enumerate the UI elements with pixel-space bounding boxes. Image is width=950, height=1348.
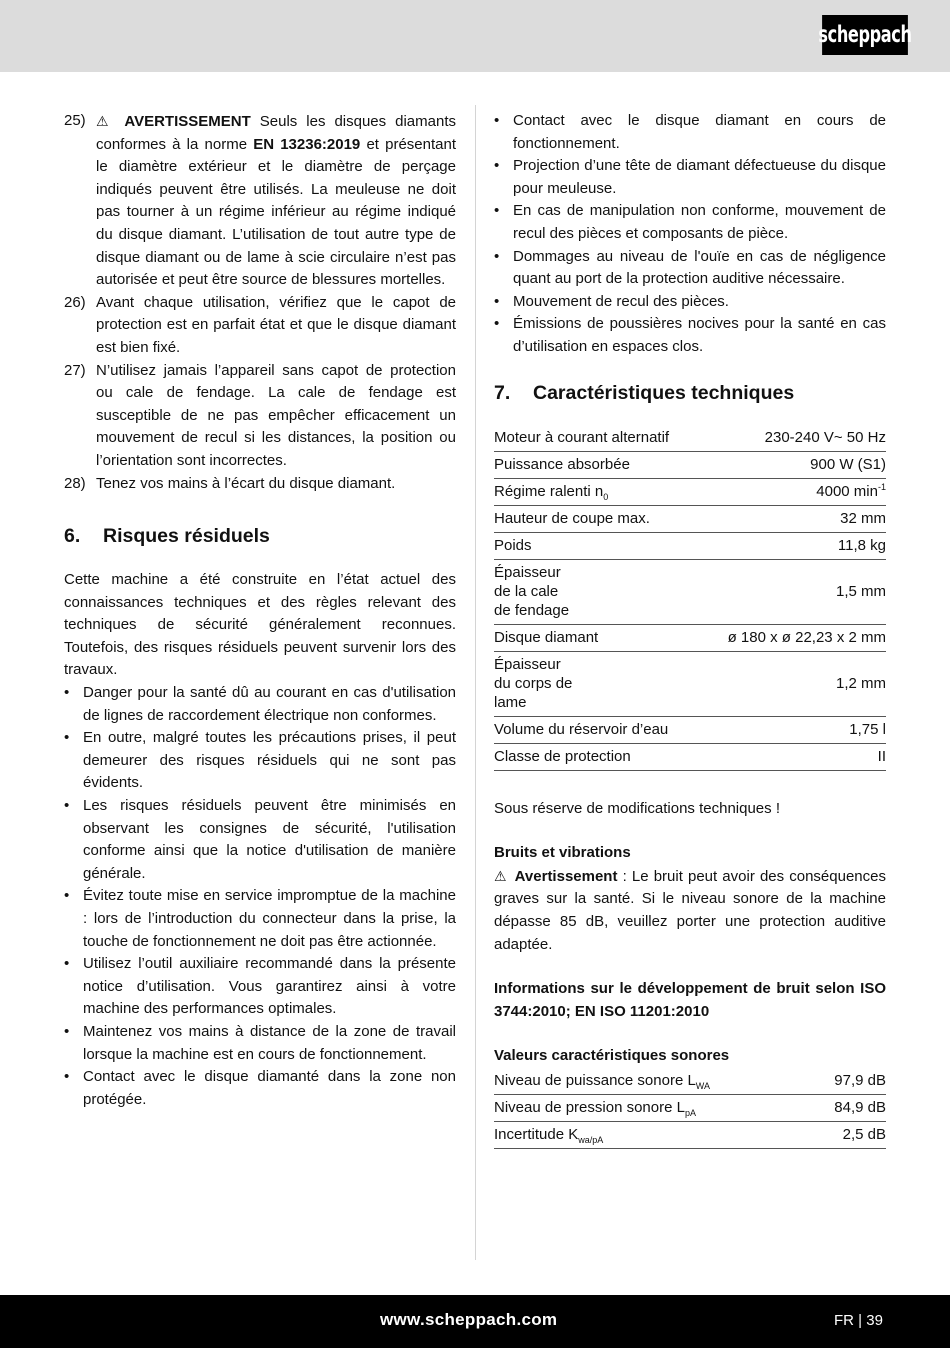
list-item: • Maintenez vos mains à distance de la zone de travail lorsque la machine est en cours de fonctionnement. — [64, 1021, 456, 1066]
page-separator: | — [858, 1312, 863, 1329]
warning-label: AVERTISSEMENT — [124, 113, 251, 130]
list-item: • Évitez toute mise en service impromptue de la machine : lors de l’introduction du connecteur dans la prise, la touche de fonctionnement ne doit pas être actionnée. — [64, 885, 456, 953]
spec-label: Moteur à courant alternatif — [494, 425, 728, 452]
spec-label: Épaisseur du corps de lame — [494, 651, 728, 716]
item-number: 27) — [64, 361, 86, 379]
website-link[interactable]: www.scheppach.com — [380, 1310, 558, 1329]
spec-value: II — [728, 743, 886, 770]
sound-label-text: Niveau de puissance sonore L — [494, 1072, 696, 1090]
list-item: • Contact avec le disque diamant en cours de fonctionnement. — [494, 110, 886, 155]
item-number: 25) — [64, 112, 86, 129]
list-item: • Dommages au niveau de l'ouïe en cas de négligence quant au port de la protection auditive nécessaire. — [494, 246, 886, 291]
scheppach-logo: scheppach — [822, 15, 908, 55]
spec-value: 230-240 V~ 50 Hz — [728, 425, 886, 452]
table-row — [494, 743, 886, 770]
spec-value-superscript: -1 — [877, 482, 886, 493]
footer-bar — [0, 1295, 950, 1348]
list-item: • En cas de manipulation non conforme, mouvement de recul des pièces et composants de pièce. — [494, 200, 886, 245]
spec-value — [728, 478, 886, 505]
table-row — [494, 624, 886, 651]
spec-value-text: 4000 min — [816, 483, 878, 501]
item-number: 26) — [64, 293, 86, 311]
spec-value: 900 W (S1) — [728, 451, 886, 478]
item-text: Seuls les disques diamants conformes à la norme — [96, 113, 456, 153]
column-divider — [475, 105, 476, 1260]
table-row — [494, 478, 886, 505]
list-item: • Émissions de poussières nocives pour la santé en cas d’utilisation en espaces clos. — [494, 313, 886, 358]
sound-values-heading: Valeurs caractéristiques sonores — [494, 1047, 730, 1065]
right-column — [494, 110, 886, 1149]
spec-label: Classe de protection — [494, 743, 728, 770]
reserve-note: Sous réserve de modifications techniques ! — [494, 799, 780, 817]
item-text: Avant chaque utilisation, vérifiez que le capot de protection est en parfait état et que le disque diamant est bien fixé. — [96, 293, 456, 356]
spec-value: 1,2 mm — [728, 651, 886, 716]
sound-label-subscript: pA — [684, 1108, 696, 1119]
page-number: 39 — [866, 1312, 883, 1329]
table-row — [494, 559, 886, 624]
section-7-heading — [494, 381, 886, 405]
list-item: • Projection d’une tête de diamant défectueuse du disque pour meuleuse. — [494, 155, 886, 200]
page-indicator — [834, 1310, 883, 1333]
sound-value: 84,9 dB — [810, 1094, 886, 1121]
noise-heading: Bruits et vibrations — [494, 844, 631, 862]
safety-item-26 — [64, 292, 456, 360]
language-code: FR — [834, 1312, 854, 1329]
spec-label: Disque diamant — [494, 624, 728, 651]
section-title: Caractéristiques techniques — [533, 381, 795, 404]
section-number: 6. — [64, 525, 81, 548]
technical-specs-table — [494, 425, 886, 771]
warning-label: Avertissement — [514, 867, 618, 885]
item-text: Tenez vos mains à l’écart du disque diamant. — [96, 474, 396, 492]
item-number: 28) — [64, 474, 86, 492]
list-item: • Danger pour la santé dû au courant en cas d'utilisation de lignes de raccordement électrique non conformes. — [64, 682, 456, 727]
spec-label — [494, 478, 728, 505]
header-bar — [0, 0, 950, 72]
list-item: • Utilisez l’outil auxiliaire recommandé dans la présente notice d’utilisation. Vous garantirez ainsi à votre machine des performances optimales. — [64, 953, 456, 1021]
sound-label — [494, 1121, 810, 1148]
sound-values-table — [494, 1068, 886, 1149]
table-row — [494, 451, 886, 478]
norm-reference: EN 13236:2019 — [253, 135, 361, 153]
spec-value: 11,8 kg — [728, 532, 886, 559]
table-row — [494, 651, 886, 716]
noise-info-heading: Informations sur le développement de bruit selon ISO 3744:2010; EN ISO 11201:2010 — [494, 980, 886, 1020]
sound-label-text: Incertitude K — [494, 1126, 579, 1144]
item-text: N’utilisez jamais l’appareil sans capot de protection ou cale de fendage. La cale de fendage est susceptible de ne pas empêcher efficacement un mouvement de recul si les distances, la position ou l’orientation sont incorrectes. — [96, 361, 456, 469]
section-6-heading — [64, 524, 456, 548]
sound-value: 97,9 dB — [810, 1068, 886, 1095]
table-row — [494, 1068, 886, 1095]
section-number: 7. — [494, 381, 511, 404]
sound-label — [494, 1094, 810, 1121]
residual-risks-intro: Cette machine a été construite en l’état actuel des connaissances techniques et des règles relevant des techniques de sécurité généralement reconnues. Toutefois, des risques résiduels peuvent survenir lors des travaux. — [64, 571, 456, 679]
table-row — [494, 1094, 886, 1121]
spec-label: Puissance absorbée — [494, 451, 728, 478]
spec-label: Épaisseur de la cale de fendage — [494, 559, 728, 624]
table-row — [494, 425, 886, 452]
spec-label: Volume du réservoir d’eau — [494, 716, 728, 743]
safety-item-28 — [64, 473, 456, 496]
sound-label — [494, 1068, 810, 1095]
spec-label: Hauteur de coupe max. — [494, 505, 728, 532]
spec-value: 1,5 mm — [728, 559, 886, 624]
section-title: Risques résiduels — [103, 525, 270, 548]
left-column — [64, 110, 456, 1111]
warning-text: : Le bruit peut avoir des conséquences graves sur la santé. Si le niveau sonore de la machine dépasse 85 dB, veuillez porter une protection auditive adaptée. — [494, 867, 886, 953]
spec-label: Poids — [494, 532, 728, 559]
spec-value: ø 180 x ø 22,23 x 2 mm — [728, 624, 886, 651]
safety-item-27 — [64, 360, 456, 473]
warning-icon: ⚠ — [96, 113, 114, 129]
sound-label-subscript: wa/pA — [578, 1135, 604, 1146]
table-row — [494, 1121, 886, 1148]
warning-icon: ⚠ — [494, 867, 508, 884]
table-row — [494, 532, 886, 559]
spec-label-subscript: 0 — [603, 492, 609, 503]
spec-label-text: Régime ralenti n — [494, 483, 604, 501]
spec-value: 1,75 l — [728, 716, 886, 743]
noise-warning — [494, 865, 886, 956]
table-row — [494, 716, 886, 743]
safety-item-25 — [64, 110, 456, 292]
list-item: • Mouvement de recul des pièces. — [494, 291, 886, 314]
list-item: • Les risques résiduels peuvent être minimisés en observant les consignes de sécurité, l'utilisation conforme ainsi que la notice d'utilisation de manière générale. — [64, 795, 456, 885]
sound-label-text: Niveau de pression sonore L — [494, 1099, 685, 1117]
list-item: • En outre, malgré toutes les précautions prises, il peut demeurer des risques résiduels qui ne sont pas évidents. — [64, 727, 456, 795]
list-item: • Contact avec le disque diamanté dans la zone non protégée. — [64, 1066, 456, 1111]
sound-value: 2,5 dB — [810, 1121, 886, 1148]
item-text: et présentant le diamètre extérieur et le diamètre de perçage indiqués peuvent être utilisés. La meuleuse ne doit pas tourner à un régime inférieur au régime indiqué du disque diamant. L’utilisation de tout autre type de disque diamant ou de lame à scie circulaire n’est pas autorisée et peut être source de blessures mortelles. — [96, 135, 456, 289]
spec-value: 32 mm — [728, 505, 886, 532]
sound-label-subscript: WA — [695, 1081, 710, 1092]
table-row — [494, 505, 886, 532]
